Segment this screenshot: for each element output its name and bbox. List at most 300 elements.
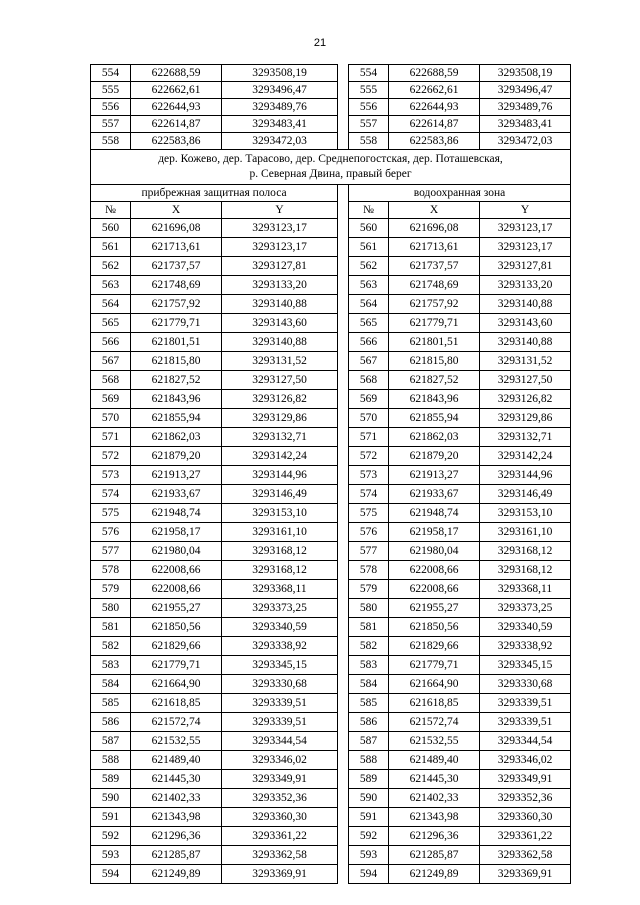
left-y-cell: 3293143,60 — [222, 314, 338, 333]
column-gap — [338, 751, 349, 770]
right-num-cell: 579 — [349, 580, 389, 599]
left-col-y: Y — [222, 202, 338, 219]
left-y-cell: 3293349,91 — [222, 770, 338, 789]
left-y-cell: 3293129,86 — [222, 409, 338, 428]
right-x-cell: 621779,71 — [389, 656, 480, 675]
right-num-cell: 568 — [349, 371, 389, 390]
right-num-cell: 588 — [349, 751, 389, 770]
coordinates-table — [90, 64, 571, 884]
left-y-cell: 3293133,20 — [222, 276, 338, 295]
left-x-cell: 621948,74 — [131, 504, 222, 523]
right-y-cell: 3293123,17 — [480, 219, 571, 238]
left-y-cell: 3293489,76 — [222, 99, 338, 116]
column-gap — [338, 352, 349, 371]
left-num-cell: 583 — [91, 656, 131, 675]
left-x-cell: 621779,71 — [131, 314, 222, 333]
right-x-cell: 621249,89 — [389, 865, 480, 884]
right-y-cell: 3293330,68 — [480, 675, 571, 694]
right-y-cell: 3293129,86 — [480, 409, 571, 428]
left-y-cell: 3293140,88 — [222, 295, 338, 314]
table-row — [91, 485, 571, 504]
right-y-cell: 3293153,10 — [480, 504, 571, 523]
right-x-cell: 621296,36 — [389, 827, 480, 846]
left-y-cell: 3293346,02 — [222, 751, 338, 770]
table-row — [91, 314, 571, 333]
right-x-cell: 622614,87 — [389, 116, 480, 133]
left-y-cell: 3293360,30 — [222, 808, 338, 827]
column-gap — [338, 202, 349, 219]
table-row — [91, 295, 571, 314]
right-y-cell: 3293140,88 — [480, 333, 571, 352]
table-row — [91, 675, 571, 694]
left-x-cell: 621958,17 — [131, 523, 222, 542]
left-num-cell: 565 — [91, 314, 131, 333]
right-x-cell: 621827,52 — [389, 371, 480, 390]
column-gap — [338, 295, 349, 314]
right-num-cell: 564 — [349, 295, 389, 314]
left-y-cell: 3293168,12 — [222, 561, 338, 580]
left-y-cell: 3293126,82 — [222, 390, 338, 409]
right-y-cell: 3293142,24 — [480, 447, 571, 466]
left-y-cell: 3293361,22 — [222, 827, 338, 846]
column-gap — [338, 257, 349, 276]
right-num-cell: 574 — [349, 485, 389, 504]
left-num-cell: 577 — [91, 542, 131, 561]
right-x-cell: 621532,55 — [389, 732, 480, 751]
table-row — [91, 770, 571, 789]
right-y-cell: 3293352,36 — [480, 789, 571, 808]
right-x-cell: 622008,66 — [389, 561, 480, 580]
column-gap — [338, 789, 349, 808]
left-y-cell: 3293168,12 — [222, 542, 338, 561]
table-row — [91, 732, 571, 751]
left-x-cell: 621980,04 — [131, 542, 222, 561]
left-num-cell: 573 — [91, 466, 131, 485]
right-x-cell: 621696,08 — [389, 219, 480, 238]
right-y-cell: 3293368,11 — [480, 580, 571, 599]
column-gap — [338, 428, 349, 447]
left-heading: прибрежная защитная полоса — [91, 185, 338, 202]
right-y-cell: 3293360,30 — [480, 808, 571, 827]
right-num-cell: 563 — [349, 276, 389, 295]
table-row — [91, 865, 571, 884]
left-y-cell: 3293131,52 — [222, 352, 338, 371]
right-y-cell: 3293373,25 — [480, 599, 571, 618]
table-row — [91, 65, 571, 82]
left-num-cell: 567 — [91, 352, 131, 371]
left-num-cell: 582 — [91, 637, 131, 656]
column-gap — [338, 675, 349, 694]
table-row — [91, 846, 571, 865]
right-num-cell: 565 — [349, 314, 389, 333]
left-x-cell: 621757,92 — [131, 295, 222, 314]
left-x-cell: 621850,56 — [131, 618, 222, 637]
left-x-cell: 622662,61 — [131, 82, 222, 99]
left-x-cell: 621737,57 — [131, 257, 222, 276]
right-num-cell: 557 — [349, 116, 389, 133]
column-gap — [338, 865, 349, 884]
left-x-cell: 622688,59 — [131, 65, 222, 82]
left-num-cell: 589 — [91, 770, 131, 789]
right-num-cell: 562 — [349, 257, 389, 276]
right-y-cell: 3293127,81 — [480, 257, 571, 276]
left-x-cell: 621913,27 — [131, 466, 222, 485]
right-x-cell: 621948,74 — [389, 504, 480, 523]
left-x-cell: 621532,55 — [131, 732, 222, 751]
section-title-line1: дер. Кожево, дер. Тарасово, дер. Среднепогостская, дер. Поташевская, — [158, 153, 503, 165]
left-num-cell: 592 — [91, 827, 131, 846]
right-num-cell: 572 — [349, 447, 389, 466]
table-row — [91, 447, 571, 466]
left-num-cell: 571 — [91, 428, 131, 447]
right-num-cell: 576 — [349, 523, 389, 542]
left-col-num: № — [91, 202, 131, 219]
table-row — [91, 276, 571, 295]
left-x-cell: 622008,66 — [131, 561, 222, 580]
left-y-cell: 3293369,91 — [222, 865, 338, 884]
column-gap — [338, 185, 349, 202]
left-y-cell: 3293362,58 — [222, 846, 338, 865]
left-num-cell: 594 — [91, 865, 131, 884]
right-num-cell: 575 — [349, 504, 389, 523]
right-num-cell: 561 — [349, 238, 389, 257]
left-x-cell: 621843,96 — [131, 390, 222, 409]
left-num-cell: 578 — [91, 561, 131, 580]
right-x-cell: 621829,66 — [389, 637, 480, 656]
column-gap — [338, 99, 349, 116]
right-num-cell: 583 — [349, 656, 389, 675]
right-x-cell: 621757,92 — [389, 295, 480, 314]
section-header — [91, 150, 571, 219]
column-gap — [338, 504, 349, 523]
left-num-cell: 590 — [91, 789, 131, 808]
right-num-cell: 584 — [349, 675, 389, 694]
left-x-cell: 621855,94 — [131, 409, 222, 428]
right-x-cell: 622662,61 — [389, 82, 480, 99]
left-x-cell: 621829,66 — [131, 637, 222, 656]
right-y-cell: 3293489,76 — [480, 99, 571, 116]
right-num-cell: 591 — [349, 808, 389, 827]
table-row — [91, 257, 571, 276]
left-x-cell: 622583,86 — [131, 133, 222, 150]
left-y-cell: 3293483,41 — [222, 116, 338, 133]
table-row — [91, 238, 571, 257]
right-num-cell: 586 — [349, 713, 389, 732]
right-y-cell: 3293132,71 — [480, 428, 571, 447]
right-col-num: № — [349, 202, 389, 219]
column-gap — [338, 542, 349, 561]
right-y-cell: 3293344,54 — [480, 732, 571, 751]
left-y-cell: 3293508,19 — [222, 65, 338, 82]
column-gap — [338, 82, 349, 99]
left-y-cell: 3293140,88 — [222, 333, 338, 352]
right-num-cell: 566 — [349, 333, 389, 352]
left-num-cell: 563 — [91, 276, 131, 295]
right-x-cell: 622008,66 — [389, 580, 480, 599]
table-row — [91, 751, 571, 770]
right-x-cell: 621664,90 — [389, 675, 480, 694]
column-gap — [338, 580, 349, 599]
right-num-cell: 560 — [349, 219, 389, 238]
left-y-cell: 3293127,81 — [222, 257, 338, 276]
left-x-cell: 621249,89 — [131, 865, 222, 884]
left-num-cell: 579 — [91, 580, 131, 599]
right-x-cell: 621913,27 — [389, 466, 480, 485]
right-num-cell: 577 — [349, 542, 389, 561]
left-num-cell: 576 — [91, 523, 131, 542]
column-gap — [338, 133, 349, 150]
left-y-cell: 3293345,15 — [222, 656, 338, 675]
left-num-cell: 568 — [91, 371, 131, 390]
left-num-cell: 566 — [91, 333, 131, 352]
left-y-cell: 3293132,71 — [222, 428, 338, 447]
right-x-cell: 622644,93 — [389, 99, 480, 116]
left-col-x: X — [131, 202, 222, 219]
top-rows — [91, 65, 571, 150]
right-x-cell: 621955,27 — [389, 599, 480, 618]
left-num-cell: 558 — [91, 133, 131, 150]
table-row — [91, 466, 571, 485]
left-x-cell: 621862,03 — [131, 428, 222, 447]
table-row — [91, 637, 571, 656]
right-y-cell: 3293161,10 — [480, 523, 571, 542]
left-x-cell: 621815,80 — [131, 352, 222, 371]
column-gap — [338, 409, 349, 428]
column-gap — [338, 333, 349, 352]
column-gap — [338, 314, 349, 333]
right-y-cell: 3293127,50 — [480, 371, 571, 390]
right-y-cell: 3293143,60 — [480, 314, 571, 333]
table-row — [91, 618, 571, 637]
left-num-cell: 574 — [91, 485, 131, 504]
left-y-cell: 3293123,17 — [222, 238, 338, 257]
table-row — [91, 523, 571, 542]
right-x-cell: 621572,74 — [389, 713, 480, 732]
left-y-cell: 3293340,59 — [222, 618, 338, 637]
left-num-cell: 562 — [91, 257, 131, 276]
section-title — [91, 150, 571, 185]
left-num-cell: 591 — [91, 808, 131, 827]
column-gap — [338, 238, 349, 257]
right-x-cell: 621980,04 — [389, 542, 480, 561]
left-x-cell: 621343,98 — [131, 808, 222, 827]
table-row — [91, 371, 571, 390]
right-y-cell: 3293133,20 — [480, 276, 571, 295]
right-y-cell: 3293472,03 — [480, 133, 571, 150]
table-row — [91, 789, 571, 808]
left-x-cell: 621713,61 — [131, 238, 222, 257]
right-x-cell: 622688,59 — [389, 65, 480, 82]
right-num-cell: 571 — [349, 428, 389, 447]
table-row — [91, 428, 571, 447]
left-x-cell: 621748,69 — [131, 276, 222, 295]
left-y-cell: 3293123,17 — [222, 219, 338, 238]
main-rows — [91, 219, 571, 884]
right-num-cell: 587 — [349, 732, 389, 751]
table-row — [91, 656, 571, 675]
right-x-cell: 621343,98 — [389, 808, 480, 827]
right-num-cell: 590 — [349, 789, 389, 808]
table-row — [91, 599, 571, 618]
left-num-cell: 588 — [91, 751, 131, 770]
column-gap — [338, 390, 349, 409]
table-row — [91, 694, 571, 713]
left-y-cell: 3293330,68 — [222, 675, 338, 694]
right-y-cell: 3293131,52 — [480, 352, 571, 371]
table-row — [91, 580, 571, 599]
left-x-cell: 621618,85 — [131, 694, 222, 713]
right-y-cell: 3293346,02 — [480, 751, 571, 770]
left-num-cell: 586 — [91, 713, 131, 732]
right-num-cell: 554 — [349, 65, 389, 82]
left-num-cell: 585 — [91, 694, 131, 713]
table-row — [91, 219, 571, 238]
right-x-cell: 621879,20 — [389, 447, 480, 466]
right-y-cell: 3293168,12 — [480, 561, 571, 580]
right-x-cell: 621843,96 — [389, 390, 480, 409]
left-y-cell: 3293373,25 — [222, 599, 338, 618]
left-num-cell: 556 — [91, 99, 131, 116]
right-num-cell: 567 — [349, 352, 389, 371]
column-gap — [338, 523, 349, 542]
right-y-cell: 3293339,51 — [480, 713, 571, 732]
right-y-cell: 3293369,91 — [480, 865, 571, 884]
right-heading: водоохранная зона — [349, 185, 571, 202]
column-gap — [338, 656, 349, 675]
left-num-cell: 572 — [91, 447, 131, 466]
right-x-cell: 621815,80 — [389, 352, 480, 371]
left-x-cell: 621572,74 — [131, 713, 222, 732]
right-y-cell: 3293339,51 — [480, 694, 571, 713]
right-y-cell: 3293508,19 — [480, 65, 571, 82]
right-y-cell: 3293140,88 — [480, 295, 571, 314]
column-gap — [338, 65, 349, 82]
left-y-cell: 3293344,54 — [222, 732, 338, 751]
column-gap — [338, 713, 349, 732]
left-x-cell: 621664,90 — [131, 675, 222, 694]
right-y-cell: 3293338,92 — [480, 637, 571, 656]
right-y-cell: 3293361,22 — [480, 827, 571, 846]
right-num-cell: 573 — [349, 466, 389, 485]
left-x-cell: 622644,93 — [131, 99, 222, 116]
right-num-cell: 555 — [349, 82, 389, 99]
right-col-x: X — [389, 202, 480, 219]
left-x-cell: 621827,52 — [131, 371, 222, 390]
right-num-cell: 594 — [349, 865, 389, 884]
right-x-cell: 621779,71 — [389, 314, 480, 333]
right-x-cell: 621402,33 — [389, 789, 480, 808]
table-row — [91, 713, 571, 732]
left-x-cell: 621955,27 — [131, 599, 222, 618]
right-x-cell: 621958,17 — [389, 523, 480, 542]
left-x-cell: 622008,66 — [131, 580, 222, 599]
right-y-cell: 3293496,47 — [480, 82, 571, 99]
right-num-cell: 592 — [349, 827, 389, 846]
table-row — [91, 133, 571, 150]
column-gap — [338, 808, 349, 827]
right-y-cell: 3293345,15 — [480, 656, 571, 675]
table-row — [91, 82, 571, 99]
table-row — [91, 827, 571, 846]
right-x-cell: 621855,94 — [389, 409, 480, 428]
left-num-cell: 554 — [91, 65, 131, 82]
left-x-cell: 621489,40 — [131, 751, 222, 770]
table-row — [91, 390, 571, 409]
section-title-line2: р. Северная Двина, правый берег — [249, 168, 412, 180]
table-row — [91, 542, 571, 561]
column-gap — [338, 371, 349, 390]
column-gap — [338, 276, 349, 295]
right-col-y: Y — [480, 202, 571, 219]
left-num-cell: 569 — [91, 390, 131, 409]
right-x-cell: 621748,69 — [389, 276, 480, 295]
page-number: 21 — [313, 37, 327, 49]
column-gap — [338, 618, 349, 637]
table-row — [91, 352, 571, 371]
column-gap — [338, 599, 349, 618]
table-row — [91, 99, 571, 116]
column-gap — [338, 485, 349, 504]
column-gap — [338, 694, 349, 713]
left-num-cell: 581 — [91, 618, 131, 637]
left-num-cell: 561 — [91, 238, 131, 257]
left-y-cell: 3293127,50 — [222, 371, 338, 390]
left-x-cell: 621801,51 — [131, 333, 222, 352]
right-y-cell: 3293362,58 — [480, 846, 571, 865]
left-x-cell: 621285,87 — [131, 846, 222, 865]
left-num-cell: 555 — [91, 82, 131, 99]
right-num-cell: 585 — [349, 694, 389, 713]
table-row — [91, 409, 571, 428]
table-row — [91, 116, 571, 133]
left-y-cell: 3293153,10 — [222, 504, 338, 523]
left-y-cell: 3293161,10 — [222, 523, 338, 542]
left-x-cell: 621933,67 — [131, 485, 222, 504]
right-y-cell: 3293123,17 — [480, 238, 571, 257]
left-y-cell: 3293146,49 — [222, 485, 338, 504]
left-x-cell: 621445,30 — [131, 770, 222, 789]
left-num-cell: 564 — [91, 295, 131, 314]
left-x-cell: 621879,20 — [131, 447, 222, 466]
right-x-cell: 621737,57 — [389, 257, 480, 276]
table-row — [91, 333, 571, 352]
left-num-cell: 575 — [91, 504, 131, 523]
right-x-cell: 622583,86 — [389, 133, 480, 150]
right-num-cell: 556 — [349, 99, 389, 116]
column-gap — [338, 116, 349, 133]
right-num-cell: 589 — [349, 770, 389, 789]
right-x-cell: 621862,03 — [389, 428, 480, 447]
left-num-cell: 557 — [91, 116, 131, 133]
left-num-cell: 584 — [91, 675, 131, 694]
right-num-cell: 578 — [349, 561, 389, 580]
right-num-cell: 581 — [349, 618, 389, 637]
right-y-cell: 3293340,59 — [480, 618, 571, 637]
column-gap — [338, 466, 349, 485]
column-gap — [338, 732, 349, 751]
right-num-cell: 582 — [349, 637, 389, 656]
right-num-cell: 569 — [349, 390, 389, 409]
right-y-cell: 3293126,82 — [480, 390, 571, 409]
left-y-cell: 3293338,92 — [222, 637, 338, 656]
table-row — [91, 808, 571, 827]
left-x-cell: 621296,36 — [131, 827, 222, 846]
left-num-cell: 593 — [91, 846, 131, 865]
left-y-cell: 3293339,51 — [222, 694, 338, 713]
right-num-cell: 558 — [349, 133, 389, 150]
left-y-cell: 3293472,03 — [222, 133, 338, 150]
left-num-cell: 570 — [91, 409, 131, 428]
